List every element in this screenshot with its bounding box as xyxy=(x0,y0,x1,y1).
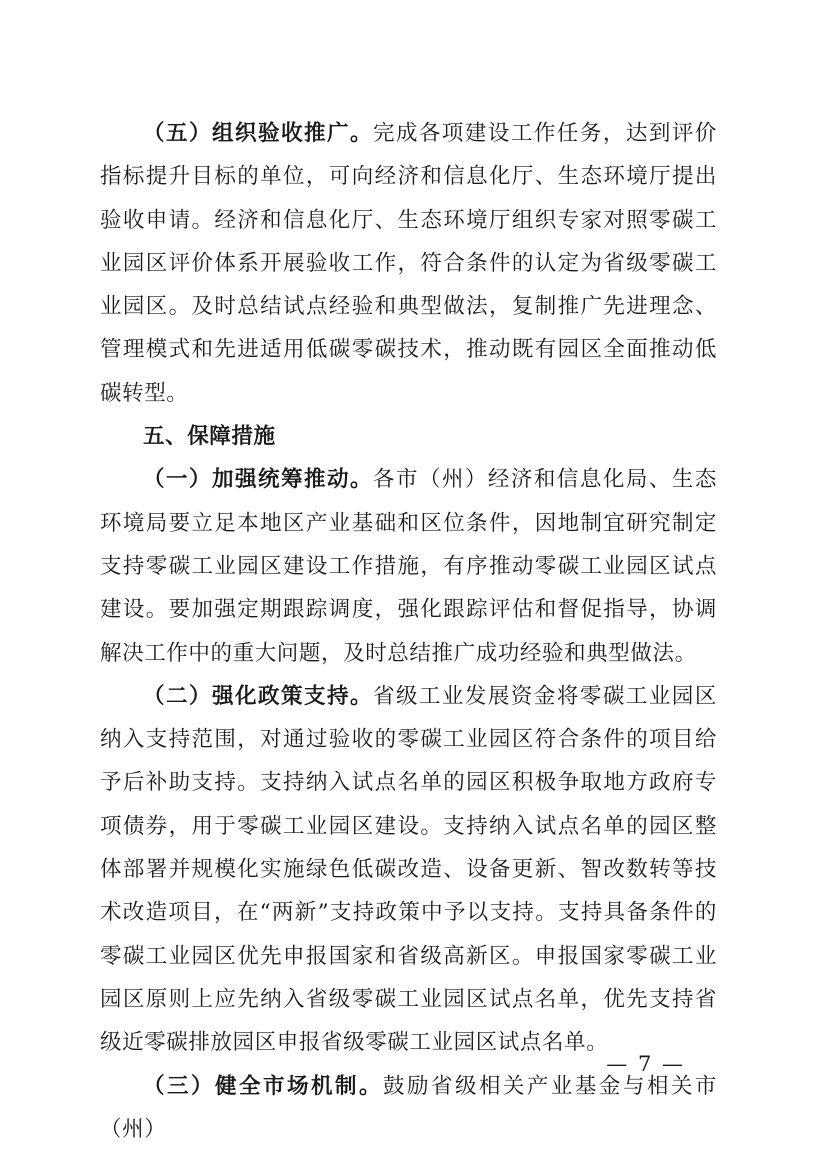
document-body xyxy=(100,112,717,1151)
section-heading: 五、保障措施 xyxy=(143,424,276,450)
paragraph-text: 省级工业发展资金将零碳工业园区纳入支持范围，对通过验收的零碳工业园区符合条件的项目给予后补助支持。支持纳入试点名单的园区积极争取地方政府专项债券，用于零碳工业园区建设。支持纳入试点名单的园区整体部署并规模化实施绿色低碳改造、设备更新、智改数转等技术改造项目，在“两新”支持政策中予以支持。支持具备条件的零碳工业园区优先申报国家和省级高新区。申报国家零碳工业园区原则上应先纳入省级零碳工业园区试点名单，优先支持省级近零碳排放园区申报省级零碳工业园区试点名单。 xyxy=(100,683,717,1056)
paragraph-text: 鼓励省级相关产业基金与相关市（州） xyxy=(100,1073,717,1142)
paragraph-lead: （二）强化政策支持。 xyxy=(143,683,373,709)
paragraph-policy-support xyxy=(100,675,717,1065)
page-number: — 7 — xyxy=(606,1052,685,1076)
paragraph-lead: （五）组织验收推广。 xyxy=(143,121,373,146)
paragraph-lead: （一）加强统筹推动。 xyxy=(143,467,373,493)
paragraph-lead: （三）健全市场机制。 xyxy=(143,1073,383,1099)
paragraph-organize-acceptance xyxy=(100,112,717,415)
paragraph-text: 完成各项建设工作任务，达到评价指标提升目标的单位，可向经济和信息化厅、生态环境厅提出验收申请。经济和信息化厅、生态环境厅组织专家对照零碳工业园区评价体系开展验收工作，符合条件的认定为省级零碳工业园区。及时总结试点经验和典型做法，复制推广先进理念、管理模式和先进适用低碳零碳技术，推动既有园区全面推动低碳转型。 xyxy=(100,121,717,406)
paragraph-coordination xyxy=(100,458,717,674)
paragraph-market-mechanism xyxy=(100,1065,717,1152)
paragraph-text: 各市（州）经济和信息化局、生态环境局要立足本地区产业基础和区位条件，因地制宜研究制定支持零碳工业园区建设工作措施，有序推动零碳工业园区试点建设。要加强定期跟踪调度，强化跟踪评估和督促指导，协调解决工作中的重大问题，及时总结推广成功经验和典型做法。 xyxy=(100,467,717,666)
